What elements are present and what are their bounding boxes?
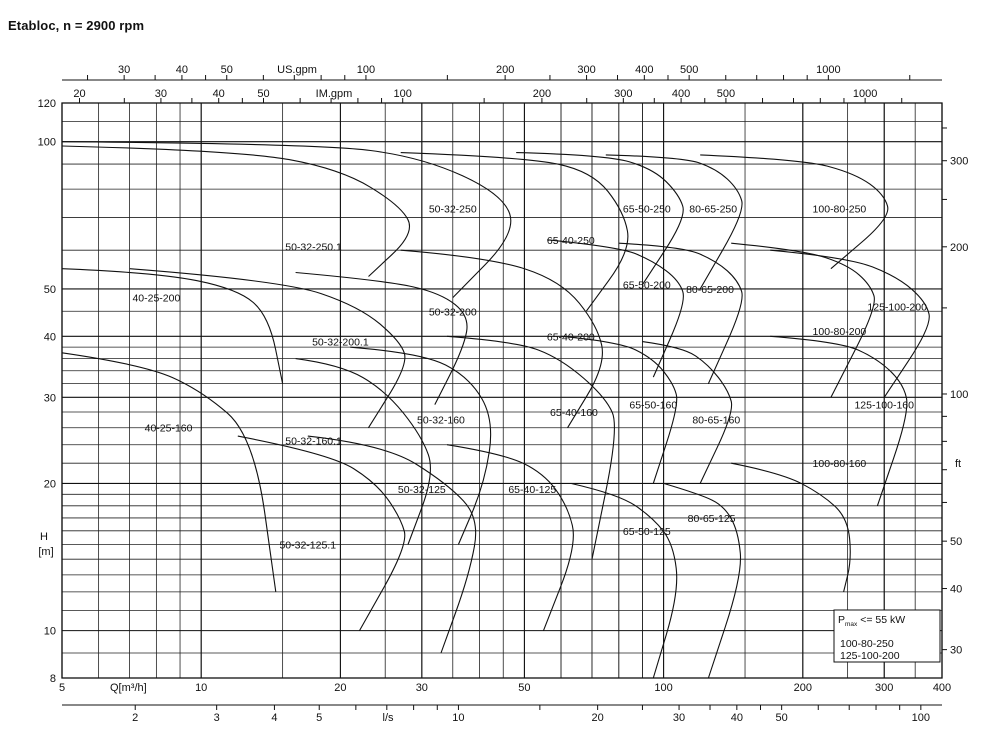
curve-100-80-160 (731, 463, 850, 592)
x-tick-label: 200 (793, 682, 812, 694)
curve-40-25-200 (62, 269, 283, 384)
y-tick-label: 50 (43, 283, 56, 296)
x-tick-label: 400 (932, 682, 952, 694)
usgpm-tick-label: 500 (679, 64, 699, 76)
ls-tick-label: 2 (132, 712, 139, 724)
curve-label-50-32-125.1: 50-32-125.1 (279, 539, 337, 552)
x-tick-label: 5 (58, 682, 66, 694)
imgpm-tick-label: 40 (212, 88, 225, 100)
legend-box (834, 610, 940, 662)
curve-80-65-250 (606, 155, 742, 289)
usgpm-tick-label: 30 (118, 64, 131, 76)
ls-axis-label: l/s (382, 712, 394, 724)
curve-label-40-25-160: 40-25-160 (144, 422, 193, 435)
curve-65-50-125 (571, 483, 677, 678)
y-axis-label: H (40, 531, 48, 543)
x-tick-label: 30 (415, 682, 428, 694)
curve-label-65-40-125: 65-40-125 (508, 483, 557, 496)
ls-tick-label: 30 (672, 712, 686, 724)
curve-65-50-200 (547, 240, 683, 377)
y-tick-label: 120 (37, 98, 56, 110)
usgpm-tick-label: 50 (220, 64, 233, 76)
usgpm-axis-label: US.gpm (277, 64, 317, 76)
curve-125-100-200 (770, 250, 929, 397)
y-tick-label: 30 (43, 392, 56, 405)
x-tick-label: 50 (518, 682, 531, 694)
x-tick-label: 20 (334, 682, 347, 694)
ls-tick-label: 100 (911, 712, 931, 724)
usgpm-tick-label: 400 (635, 64, 654, 76)
legend-line-2: 100-80-250 (840, 638, 894, 650)
ls-tick-label: 5 (316, 712, 323, 724)
curve-label-65-40-160: 65-40-160 (550, 407, 598, 420)
y-tick-label: 20 (43, 478, 56, 491)
curve-label-65-50-160: 65-50-160 (629, 399, 678, 412)
curve-label-80-65-200: 80-65-200 (686, 283, 734, 296)
usgpm-tick-label: 200 (495, 64, 515, 76)
curve-65-40-250 (401, 153, 628, 312)
y-tick-label: 10 (43, 625, 56, 638)
x-tick-label: 100 (654, 682, 673, 694)
ls-tick-label: 4 (271, 712, 278, 724)
usgpm-tick-label: 1000 (816, 64, 841, 76)
ft-tick-label: 50 (950, 536, 963, 549)
ls-tick-label: 50 (775, 712, 788, 724)
x-axis-label: Q[m³/h] (110, 682, 147, 694)
curve-label-125-100-160: 125-100-160 (854, 399, 915, 412)
y-tick-label: 100 (37, 136, 56, 149)
grid-minor (62, 103, 942, 678)
page-title: Etabloc, n = 2900 rpm (8, 18, 145, 33)
curve-65-40-160 (447, 336, 614, 559)
y-tick-label: 8 (49, 673, 56, 685)
curve-125-100-160 (770, 336, 907, 506)
curve-label-40-25-200: 40-25-200 (132, 292, 181, 305)
curve-label-80-65-125: 80-65-125 (687, 512, 736, 525)
curve-50-32-250.1 (62, 146, 409, 277)
imgpm-tick-label: 300 (614, 88, 633, 100)
curve-40-25-160 (62, 353, 276, 592)
imgpm-tick-label: 1000 (852, 88, 878, 100)
curve-label-50-32-200: 50-32-200 (428, 306, 477, 319)
ft-tick-label: 300 (950, 155, 969, 168)
curve-label-65-40-250: 65-40-250 (546, 234, 595, 247)
usgpm-tick-label: 100 (356, 64, 376, 76)
ls-tick-label: 20 (591, 712, 604, 724)
y-axis-unit: [m] (38, 546, 54, 558)
imgpm-tick-label: 20 (73, 88, 86, 100)
curve-label-65-50-200: 65-50-200 (622, 279, 671, 292)
pump-curves (62, 142, 929, 678)
curve-label-125-100-200: 125-100-200 (867, 301, 927, 314)
curve-50-32-160 (350, 347, 490, 544)
curve-label-65-40-200: 65-40-200 (546, 331, 595, 344)
curve-labels (132, 204, 927, 552)
curve-label-100-80-200: 100-80-200 (812, 326, 867, 339)
x-tick-label: 10 (195, 682, 208, 694)
ft-tick-label: 40 (950, 583, 963, 596)
curve-label-100-80-160: 100-80-160 (812, 458, 867, 471)
x-tick-label: 300 (875, 682, 894, 694)
curve-50-32-160.1 (296, 359, 431, 545)
imgpm-axis-label: IM.gpm (315, 88, 353, 100)
y-tick-label: 40 (43, 331, 56, 344)
imgpm-tick-label: 500 (716, 88, 736, 100)
curve-label-80-65-160: 80-65-160 (692, 414, 741, 427)
imgpm-tick-label: 400 (671, 88, 691, 100)
curve-label-50-32-250: 50-32-250 (428, 203, 477, 216)
curve-label-65-50-125: 65-50-125 (622, 525, 671, 538)
imgpm-tick-label: 200 (532, 88, 552, 100)
curve-label-50-32-200.1: 50-32-200.1 (312, 336, 369, 349)
ls-tick-label: 3 (213, 712, 220, 724)
curve-label-50-32-125: 50-32-125 (397, 483, 446, 496)
legend-line-3: 125-100-200 (840, 650, 900, 662)
ls-tick-label: 10 (452, 712, 465, 724)
curve-label-100-80-250: 100-80-250 (812, 203, 867, 216)
ft-axis-label: ft (954, 458, 962, 470)
imgpm-tick-label: 50 (257, 88, 270, 100)
imgpm-tick-label: 100 (393, 88, 412, 100)
curve-65-40-125 (447, 445, 573, 631)
ls-tick-label: 40 (730, 712, 743, 724)
curve-label-50-32-160: 50-32-160 (417, 414, 465, 427)
curve-label-50-32-160.1: 50-32-160.1 (285, 435, 342, 448)
curve-label-50-32-250.1: 50-32-250.1 (285, 241, 342, 254)
ft-tick-label: 100 (950, 388, 969, 401)
usgpm-tick-label: 40 (175, 64, 189, 76)
imgpm-tick-label: 30 (154, 88, 168, 100)
usgpm-tick-label: 300 (577, 64, 596, 76)
ft-tick-label: 200 (950, 241, 969, 254)
curve-label-80-65-250: 80-65-250 (689, 203, 738, 216)
curve-50-32-125.1 (238, 436, 405, 630)
ft-tick-label: 30 (950, 644, 963, 657)
curve-label-65-50-250: 65-50-250 (622, 203, 671, 216)
legend-pmax: $P_{max} <= 55$ kW (838, 614, 906, 628)
